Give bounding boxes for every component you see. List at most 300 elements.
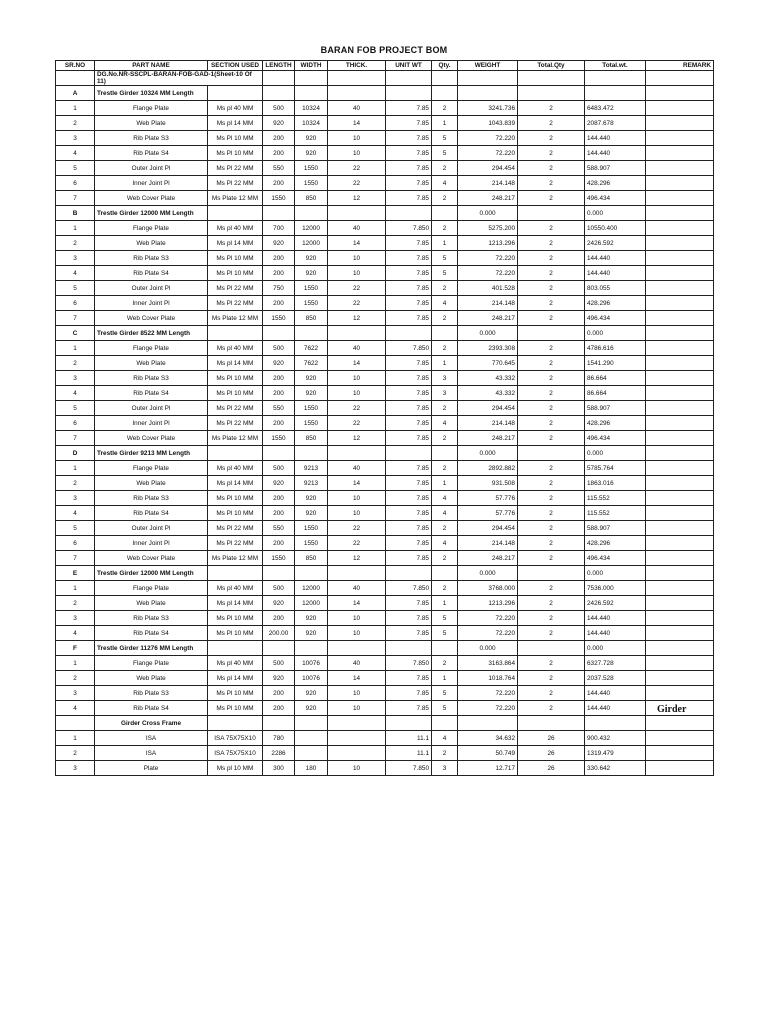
- table-cell: 200: [263, 176, 295, 191]
- table-cell: 300: [263, 761, 295, 776]
- table-cell: 5: [432, 131, 458, 146]
- remark-cell: [646, 281, 714, 296]
- section-total-wt: [585, 86, 646, 101]
- table-cell: Rib Plate S3: [95, 251, 208, 266]
- table-cell: 550: [263, 161, 295, 176]
- table-cell: 2: [518, 431, 585, 446]
- table-cell: 115.552: [585, 491, 646, 506]
- table-cell: 2: [518, 476, 585, 491]
- table-cell: 22: [328, 161, 386, 176]
- table-cell: [328, 716, 386, 731]
- table-cell: 214.148: [458, 296, 518, 311]
- table-cell: 2: [56, 746, 95, 761]
- table-cell: 144.440: [585, 131, 646, 146]
- table-cell: 770.645: [458, 356, 518, 371]
- table-cell: 496.434: [585, 551, 646, 566]
- section-weight: [458, 86, 518, 101]
- table-cell: 2: [518, 341, 585, 356]
- table-cell: 2: [518, 536, 585, 551]
- section-weight: 0.000: [458, 326, 518, 341]
- table-row: [56, 116, 714, 131]
- table-cell: 6: [56, 296, 95, 311]
- column-header: PART NAME: [95, 61, 208, 71]
- table-cell: 2087.678: [585, 116, 646, 131]
- table-cell: 6: [56, 536, 95, 551]
- table-cell: 850: [295, 431, 328, 446]
- table-cell: 248.217: [458, 551, 518, 566]
- remark-cell: [646, 431, 714, 446]
- table-cell: 1550: [263, 311, 295, 326]
- table-cell: 2037.528: [585, 671, 646, 686]
- table-cell: 43.332: [458, 386, 518, 401]
- table-cell: 10: [328, 761, 386, 776]
- table-cell: 401.528: [458, 281, 518, 296]
- table-cell: Ms Pl 10 MM: [208, 626, 263, 641]
- remark-cell: [646, 551, 714, 566]
- table-cell: Rib Plate S4: [95, 146, 208, 161]
- table-row: [56, 416, 714, 431]
- table-cell: 10: [328, 626, 386, 641]
- table-cell: 2: [432, 551, 458, 566]
- table-cell: 7: [56, 191, 95, 206]
- table-cell: Outer Joint Pl: [95, 401, 208, 416]
- table-cell: 7.850: [386, 581, 432, 596]
- table-cell: 14: [328, 476, 386, 491]
- table-cell: 4: [56, 266, 95, 281]
- table-cell: 10: [328, 131, 386, 146]
- side-note: Girder: [657, 704, 687, 715]
- table-cell: 200.00: [263, 626, 295, 641]
- table-cell: [328, 731, 386, 746]
- table-cell: 5: [432, 146, 458, 161]
- table-cell: [295, 641, 328, 656]
- table-cell: 428.296: [585, 416, 646, 431]
- section-id: [56, 716, 95, 731]
- table-cell: 920: [295, 506, 328, 521]
- table-cell: 7.85: [386, 266, 432, 281]
- table-row: [56, 656, 714, 671]
- table-cell: 12000: [295, 236, 328, 251]
- table-cell: 920: [295, 386, 328, 401]
- table-cell: [518, 326, 585, 341]
- table-cell: Rib Plate S4: [95, 506, 208, 521]
- table-cell: 7.85: [386, 521, 432, 536]
- table-row: [56, 176, 714, 191]
- table-cell: 10324: [295, 101, 328, 116]
- section-header-row: [56, 716, 714, 731]
- table-cell: 22: [328, 296, 386, 311]
- table-cell: 248.217: [458, 191, 518, 206]
- remark-cell: [646, 341, 714, 356]
- table-cell: 10550.400: [585, 221, 646, 236]
- table-cell: Ms Pl 10 MM: [208, 686, 263, 701]
- remark-cell: [646, 251, 714, 266]
- table-cell: [295, 566, 328, 581]
- table-cell: 200: [263, 611, 295, 626]
- remark-cell: [646, 221, 714, 236]
- table-cell: 2: [432, 281, 458, 296]
- table-row: [56, 611, 714, 626]
- table-cell: 5275.200: [458, 221, 518, 236]
- table-row: [56, 536, 714, 551]
- table-cell: [263, 86, 295, 101]
- table-cell: Flange Plate: [95, 341, 208, 356]
- table-cell: 72.220: [458, 146, 518, 161]
- table-cell: Ms Pl 10 MM: [208, 146, 263, 161]
- table-cell: 144.440: [585, 266, 646, 281]
- table-cell: Ms pl 40 MM: [208, 581, 263, 596]
- table-cell: 4: [56, 146, 95, 161]
- table-cell: 5: [56, 281, 95, 296]
- table-cell: [295, 86, 328, 101]
- table-cell: 2426.592: [585, 236, 646, 251]
- table-cell: 500: [263, 101, 295, 116]
- table-cell: 2: [56, 356, 95, 371]
- table-cell: 2: [518, 521, 585, 536]
- table-cell: 3: [432, 371, 458, 386]
- table-cell: 10324: [295, 116, 328, 131]
- table-row: [56, 251, 714, 266]
- table-cell: 7.85: [386, 476, 432, 491]
- table-row: [56, 401, 714, 416]
- remark-cell: [646, 416, 714, 431]
- bom-table: [55, 60, 714, 776]
- table-cell: [328, 641, 386, 656]
- section-header-row: [56, 641, 714, 656]
- table-cell: [295, 731, 328, 746]
- table-row: [56, 311, 714, 326]
- table-cell: 10076: [295, 656, 328, 671]
- table-cell: 7.85: [386, 251, 432, 266]
- table-cell: 4: [432, 296, 458, 311]
- table-cell: Ms Pl 22 MM: [208, 161, 263, 176]
- table-cell: [208, 86, 263, 101]
- table-cell: 2393.308: [458, 341, 518, 356]
- table-row: [56, 671, 714, 686]
- table-cell: 496.434: [585, 431, 646, 446]
- column-header: UNIT WT: [386, 61, 432, 71]
- table-cell: Ms pl 14 MM: [208, 356, 263, 371]
- table-cell: 214.148: [458, 416, 518, 431]
- table-cell: 2: [56, 236, 95, 251]
- table-cell: 22: [328, 401, 386, 416]
- table-cell: [328, 446, 386, 461]
- table-cell: 3241.736: [458, 101, 518, 116]
- table-cell: 803.055: [585, 281, 646, 296]
- table-cell: 2: [518, 176, 585, 191]
- table-cell: Web Plate: [95, 671, 208, 686]
- section-header-row: [56, 326, 714, 341]
- table-row: [56, 581, 714, 596]
- table-cell: [263, 326, 295, 341]
- table-cell: 2: [518, 581, 585, 596]
- table-cell: 3: [432, 761, 458, 776]
- table-cell: 2: [518, 506, 585, 521]
- table-cell: 1550: [295, 401, 328, 416]
- table-cell: 2: [56, 116, 95, 131]
- table-cell: 1018.764: [458, 671, 518, 686]
- table-cell: 1550: [263, 431, 295, 446]
- table-cell: 6327.728: [585, 656, 646, 671]
- table-cell: [263, 71, 295, 86]
- table-cell: 294.454: [458, 521, 518, 536]
- table-cell: 2: [518, 191, 585, 206]
- table-cell: [263, 446, 295, 461]
- table-cell: 1: [432, 236, 458, 251]
- table-cell: 11.1: [386, 731, 432, 746]
- table-row: [56, 551, 714, 566]
- remark-cell: [646, 131, 714, 146]
- table-cell: 428.296: [585, 296, 646, 311]
- table-cell: [295, 746, 328, 761]
- remark-cell: [646, 266, 714, 281]
- table-row: [56, 701, 714, 716]
- table-cell: [263, 641, 295, 656]
- table-cell: 7.85: [386, 386, 432, 401]
- table-cell: 780: [263, 731, 295, 746]
- table-cell: 1: [432, 116, 458, 131]
- table-cell: 14: [328, 356, 386, 371]
- table-cell: 6483.472: [585, 101, 646, 116]
- table-cell: 2: [432, 221, 458, 236]
- table-cell: 72.220: [458, 686, 518, 701]
- table-cell: [328, 326, 386, 341]
- table-cell: Web Cover Plate: [95, 311, 208, 326]
- table-cell: Ms Pl 10 MM: [208, 386, 263, 401]
- table-cell: [518, 206, 585, 221]
- drawing-ref-row: [56, 71, 714, 86]
- table-cell: [518, 641, 585, 656]
- table-cell: 2: [518, 416, 585, 431]
- table-cell: Ms Pl 10 MM: [208, 371, 263, 386]
- table-row: [56, 491, 714, 506]
- table-cell: [295, 326, 328, 341]
- section-id: B: [56, 206, 95, 221]
- table-cell: Web Plate: [95, 596, 208, 611]
- table-cell: Ms pl 14 MM: [208, 596, 263, 611]
- table-cell: 588.907: [585, 401, 646, 416]
- table-cell: 2: [518, 611, 585, 626]
- table-cell: 200: [263, 506, 295, 521]
- table-cell: 4: [56, 506, 95, 521]
- table-cell: 200: [263, 146, 295, 161]
- table-cell: Web Plate: [95, 116, 208, 131]
- table-cell: 10: [328, 371, 386, 386]
- remark-cell: [646, 596, 714, 611]
- section-weight: [458, 716, 518, 731]
- table-cell: [646, 716, 714, 731]
- table-cell: 72.220: [458, 626, 518, 641]
- table-cell: 11.1: [386, 746, 432, 761]
- table-cell: 2426.592: [585, 596, 646, 611]
- table-cell: 2: [432, 401, 458, 416]
- table-cell: 2: [518, 596, 585, 611]
- table-cell: [328, 206, 386, 221]
- table-cell: [646, 86, 714, 101]
- table-cell: 2: [432, 161, 458, 176]
- remark-cell: [646, 761, 714, 776]
- remark-cell: [646, 626, 714, 641]
- table-cell: 920: [263, 236, 295, 251]
- table-cell: 2: [432, 101, 458, 116]
- table-cell: 4: [432, 536, 458, 551]
- table-cell: 214.148: [458, 536, 518, 551]
- table-cell: 1550: [295, 161, 328, 176]
- table-cell: 248.217: [458, 431, 518, 446]
- remark-cell: [646, 731, 714, 746]
- table-cell: 2: [518, 371, 585, 386]
- table-cell: [646, 326, 714, 341]
- table-cell: ISA 75X75X10: [208, 731, 263, 746]
- table-cell: Ms pl 14 MM: [208, 476, 263, 491]
- table-cell: 2: [518, 401, 585, 416]
- section-id: C: [56, 326, 95, 341]
- table-cell: Flange Plate: [95, 101, 208, 116]
- table-cell: 7.850: [386, 221, 432, 236]
- table-cell: 7.85: [386, 686, 432, 701]
- table-cell: 428.296: [585, 536, 646, 551]
- table-cell: 7.85: [386, 371, 432, 386]
- table-cell: 294.454: [458, 401, 518, 416]
- table-cell: 72.220: [458, 251, 518, 266]
- table-cell: Ms Pl 22 MM: [208, 536, 263, 551]
- table-cell: 5: [56, 401, 95, 416]
- table-cell: 1550: [295, 536, 328, 551]
- table-cell: 2: [518, 131, 585, 146]
- table-cell: 12000: [295, 581, 328, 596]
- remark-cell: [646, 236, 714, 251]
- table-cell: 1863.016: [585, 476, 646, 491]
- table-cell: 2: [518, 701, 585, 716]
- table-cell: Ms pl 14 MM: [208, 116, 263, 131]
- remark-cell: [646, 536, 714, 551]
- table-cell: 3: [56, 611, 95, 626]
- table-row: [56, 506, 714, 521]
- remark-cell: [646, 296, 714, 311]
- table-cell: 920: [295, 701, 328, 716]
- table-cell: 2: [56, 596, 95, 611]
- table-cell: [295, 446, 328, 461]
- section-total-wt: 0.000: [585, 326, 646, 341]
- table-row: [56, 281, 714, 296]
- table-cell: 10: [328, 146, 386, 161]
- table-cell: 850: [295, 311, 328, 326]
- table-row: [56, 356, 714, 371]
- table-cell: 2: [518, 551, 585, 566]
- table-cell: 7.85: [386, 551, 432, 566]
- table-cell: Web Plate: [95, 236, 208, 251]
- table-cell: 10: [328, 506, 386, 521]
- table-cell: 1550: [295, 416, 328, 431]
- table-cell: 7536.000: [585, 581, 646, 596]
- table-cell: [386, 716, 432, 731]
- table-cell: Ms Pl 22 MM: [208, 416, 263, 431]
- table-cell: [432, 566, 458, 581]
- table-cell: Ms pl 40 MM: [208, 341, 263, 356]
- table-cell: [432, 71, 458, 86]
- table-cell: [432, 206, 458, 221]
- table-cell: Rib Plate S4: [95, 626, 208, 641]
- table-cell: 2: [518, 671, 585, 686]
- table-row: [56, 296, 714, 311]
- table-cell: 6: [56, 416, 95, 431]
- table-cell: 1: [56, 731, 95, 746]
- table-cell: Ms pl 40 MM: [208, 656, 263, 671]
- table-cell: 1213.296: [458, 236, 518, 251]
- table-cell: 12000: [295, 596, 328, 611]
- table-cell: [386, 326, 432, 341]
- table-cell: 50.749: [458, 746, 518, 761]
- table-cell: 4: [56, 386, 95, 401]
- table-cell: 750: [263, 281, 295, 296]
- table-cell: 12: [328, 311, 386, 326]
- table-cell: 2: [518, 146, 585, 161]
- table-cell: Inner Joint Pl: [95, 176, 208, 191]
- table-cell: Ms Pl 10 MM: [208, 611, 263, 626]
- table-cell: 700: [263, 221, 295, 236]
- table-cell: 200: [263, 416, 295, 431]
- remark-cell: [646, 461, 714, 476]
- table-cell: 920: [295, 686, 328, 701]
- remark-cell: [646, 476, 714, 491]
- table-cell: 7: [56, 311, 95, 326]
- remark-cell: [646, 521, 714, 536]
- table-cell: 34.632: [458, 731, 518, 746]
- table-cell: 1550: [295, 176, 328, 191]
- table-cell: 1: [56, 221, 95, 236]
- table-cell: 2: [432, 191, 458, 206]
- table-cell: 7.85: [386, 461, 432, 476]
- table-cell: 200: [263, 536, 295, 551]
- table-cell: 200: [263, 296, 295, 311]
- table-cell: 3163.864: [458, 656, 518, 671]
- table-cell: 1: [56, 341, 95, 356]
- table-cell: 4: [56, 701, 95, 716]
- table-row: [56, 371, 714, 386]
- table-cell: 2: [518, 101, 585, 116]
- section-total-wt: 0.000: [585, 446, 646, 461]
- table-cell: [458, 71, 518, 86]
- table-cell: 2: [518, 116, 585, 131]
- table-cell: 22: [328, 176, 386, 191]
- table-cell: 900.432: [585, 731, 646, 746]
- table-cell: 7.85: [386, 671, 432, 686]
- table-row: [56, 146, 714, 161]
- table-cell: [518, 71, 585, 86]
- table-cell: 5: [56, 161, 95, 176]
- table-cell: 2: [518, 311, 585, 326]
- table-cell: Flange Plate: [95, 656, 208, 671]
- table-cell: 7.850: [386, 341, 432, 356]
- table-cell: 500: [263, 581, 295, 596]
- table-cell: Ms Plate 12 MM: [208, 431, 263, 446]
- column-header: SECTION USED: [208, 61, 263, 71]
- page-title: BARAN FOB PROJECT BOM: [320, 45, 448, 55]
- section-header-row: [56, 86, 714, 101]
- section-weight: 0.000: [458, 641, 518, 656]
- table-cell: [386, 206, 432, 221]
- table-row: [56, 161, 714, 176]
- table-row: [56, 596, 714, 611]
- table-cell: 7622: [295, 356, 328, 371]
- table-row: [56, 761, 714, 776]
- section-name: Trestle Girder 12000 MM Length: [95, 206, 208, 221]
- table-cell: 920: [263, 476, 295, 491]
- remark-cell: [646, 506, 714, 521]
- table-cell: 200: [263, 251, 295, 266]
- table-cell: [646, 206, 714, 221]
- table-cell: [646, 446, 714, 461]
